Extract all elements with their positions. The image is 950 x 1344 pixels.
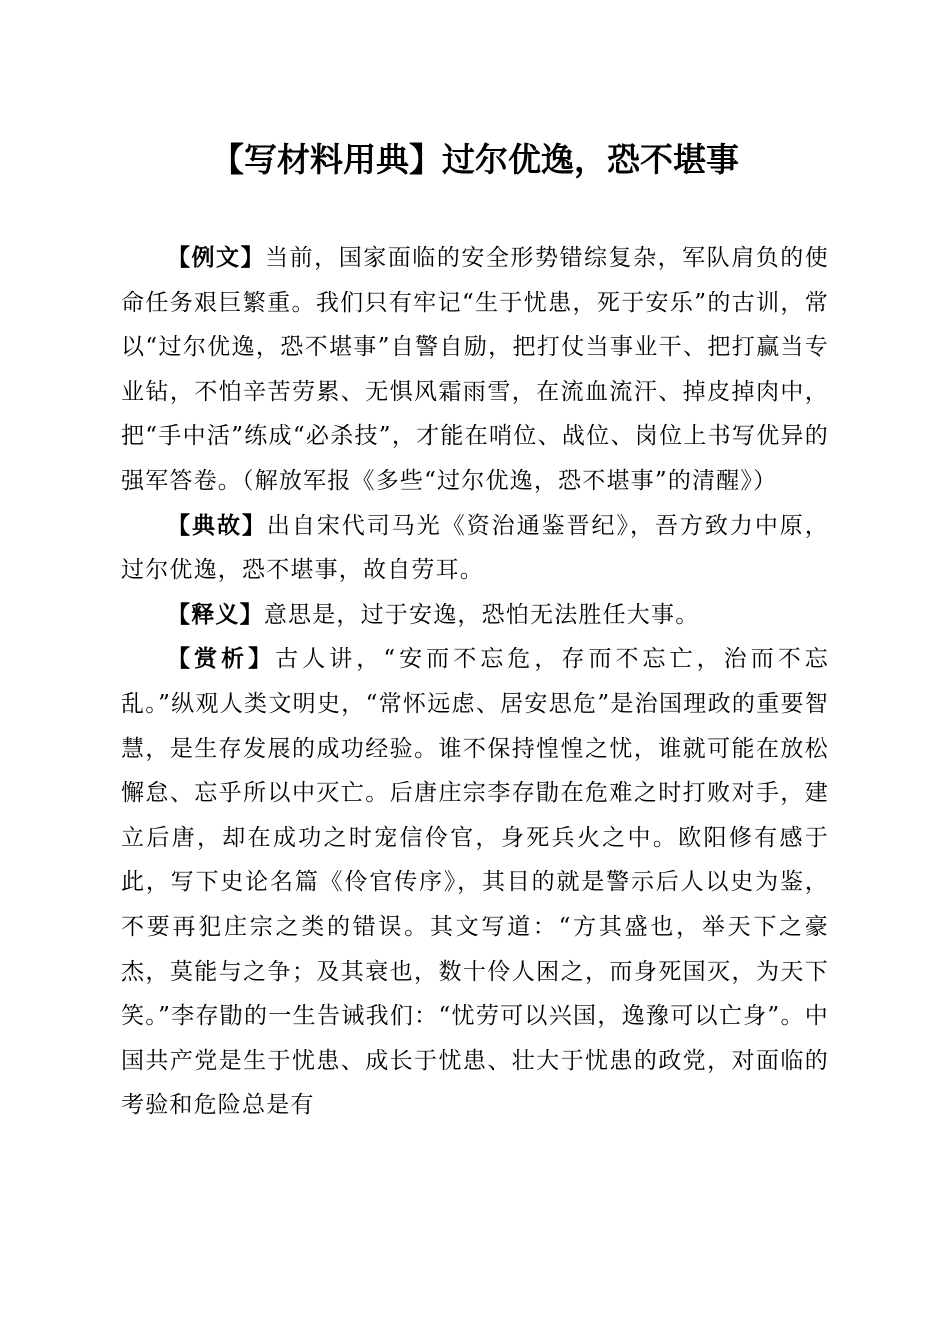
paragraph-text: 出自宋代司马光《资治通鉴晋纪》，吾方致力中原，过尔优逸，恐不堪事，故自劳耳。 — [121, 512, 829, 584]
document-body — [121, 236, 829, 1128]
paragraph-meaning — [121, 593, 829, 638]
paragraph-tag: 【赏析】 — [167, 645, 276, 673]
paragraph-text: 当前，国家面临的安全形势错综复杂，军队肩负的使命任务艰巨繁重。我们只有牢记“生于忧患，死于安乐”的古训，常以“过尔优逸，恐不堪事”自警自励，把打仗当事业干、把打赢当专业钻，不怕辛苦劳累、无惧风霜雨雪，在流血流汗、掉皮掉肉中，把“手中活”练成“必杀技”，才能在哨位、战位、岗位上书写优异的强军答卷。（解放军报《多些“过尔优逸，恐不堪事”的清醒》） — [121, 245, 829, 494]
paragraph-tag: 【释义】 — [167, 600, 264, 628]
paragraph-text: 古人讲，“安而不忘危，存而不忘亡，治而不忘乱。”纵观人类文明史，“常怀远虑、居安思危”是治国理政的重要智慧，是生存发展的成功经验。谁不保持惶惶之忧，谁就可能在放松懈怠、忘乎所以中灭亡。后唐庄宗李存勖在危难之时打败对手，建立后唐，却在成功之时宠信伶官，身死兵火之中。欧阳修有感于此，写下史论名篇《伶官传序》，其目的就是警示后人以史为鉴，不要再犯庄宗之类的错误。其文写道：“方其盛也，举天下之豪杰，莫能与之争；及其衰也，数十伶人困之，而身死国灭，为天下笑。”李存勖的一生告诫我们：“忧劳可以兴国，逸豫可以亡身”。中国共产党是生于忧患、成长于忧患、壮大于忧患的政党，对面临的考验和危险总是有 — [121, 646, 829, 1119]
paragraph-tag: 【典故】 — [167, 511, 267, 539]
document-title: 【写材料用典】过尔优逸，恐不堪事 — [211, 140, 739, 179]
paragraph-tag: 【例文】 — [167, 244, 266, 271]
paragraph-allusion — [121, 504, 829, 593]
paragraph-analysis — [121, 637, 829, 1128]
paragraph-example — [121, 236, 829, 504]
paragraph-text: 意思是，过于安逸，恐怕无法胜任大事。 — [263, 601, 700, 628]
